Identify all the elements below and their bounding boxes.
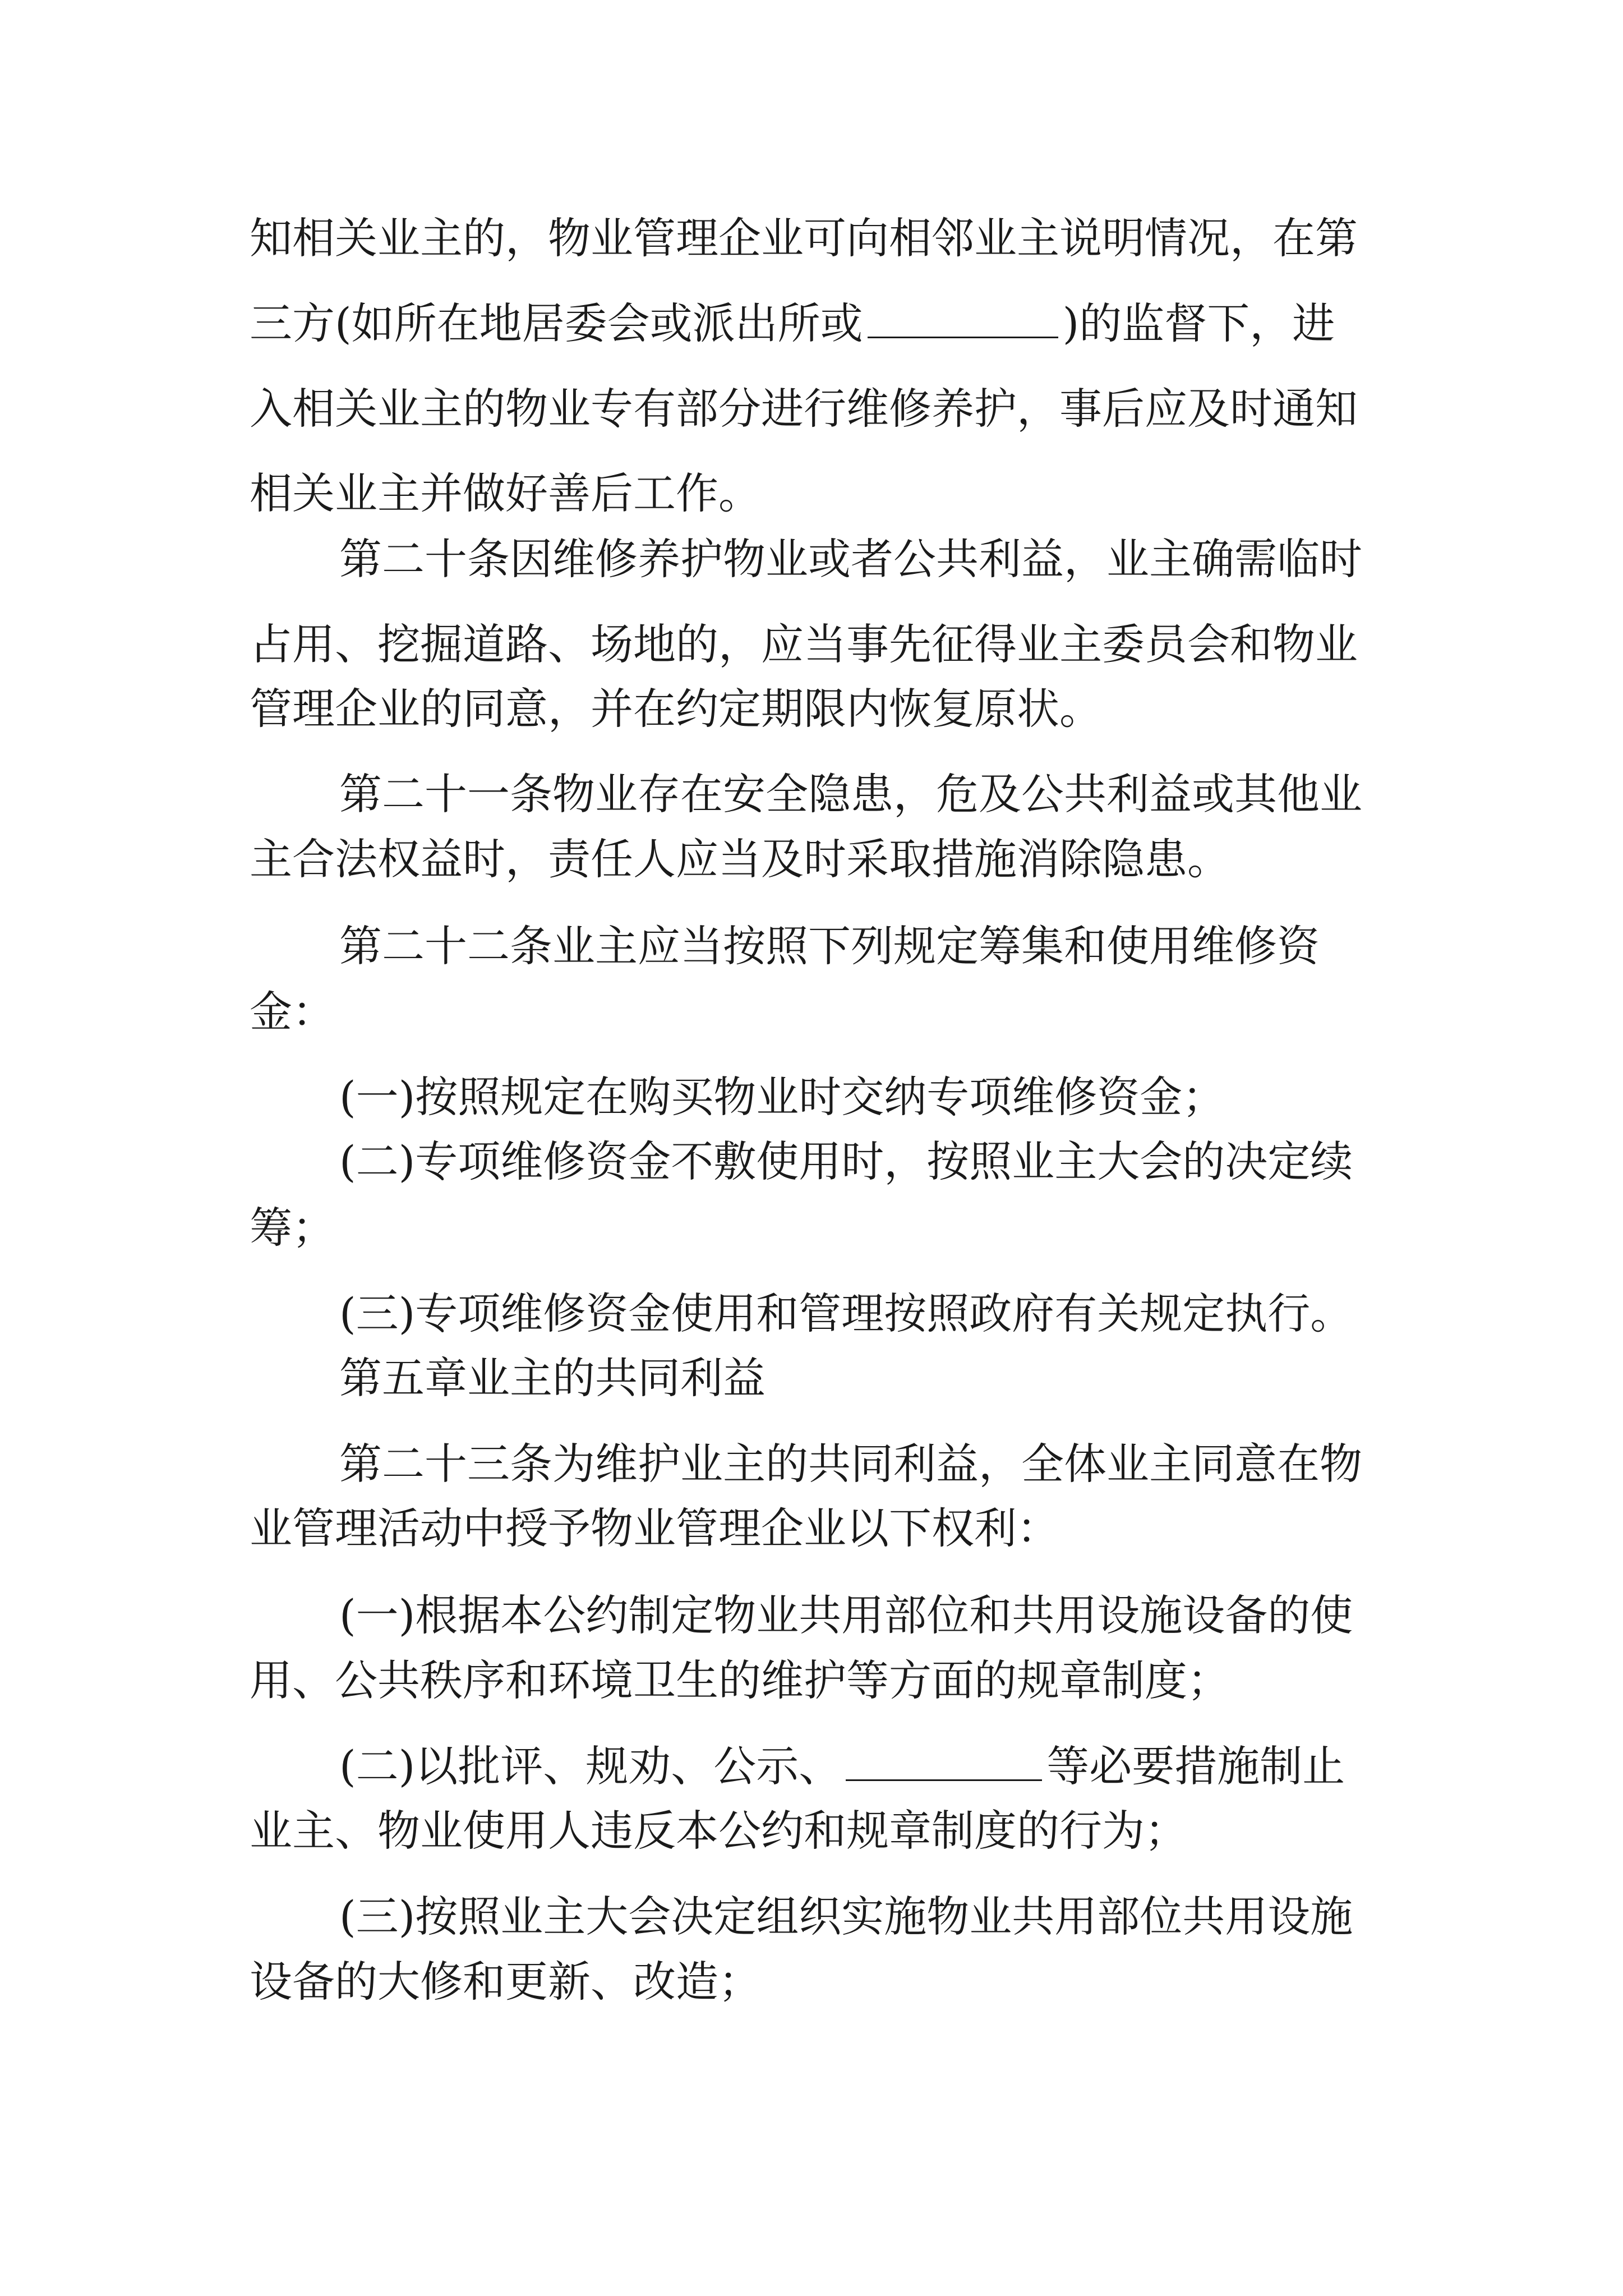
article-23-line: 第二十三条为维护业主的共同利益，全体业主同意在物 — [339, 1439, 1362, 1489]
article-22-line: 第二十二条业主应当按照下列规定筹集和使用维修资 — [339, 921, 1320, 971]
article-20-line: 第二十条因维修养护物业或者公共利益，业主确需临时 — [339, 534, 1362, 584]
list-item: (三)专项维修资金使用和管理按照政府有关规定执行。 — [339, 1289, 1353, 1338]
text-line: 三方(如所在地居委会或派出所或 )的监督下，进 — [250, 290, 1405, 357]
text-line: 入相关业主的物业专有部分进行维修养护，事后应及时通知 — [250, 384, 1358, 434]
list-item: (二)以批评、规劝、公示、 等必要措施制止 — [339, 1733, 1495, 1800]
text-line: 筹； — [250, 1203, 335, 1253]
chapter-heading: 第五章业主的共同利益 — [339, 1353, 766, 1403]
text-line: 金： — [250, 987, 335, 1037]
fill-in-blank — [846, 1737, 1042, 1781]
text-line: 相关业主并做好善后工作。 — [250, 468, 761, 518]
article-21-line: 第二十一条物业存在安全隐患，危及公共利益或其他业 — [339, 769, 1362, 819]
text-line: 占用、挖掘道路、场地的，应当事先征得业主委员会和物业 — [250, 619, 1358, 669]
text-line: 业管理活动中授予物业管理企业以下权利： — [250, 1503, 1059, 1553]
fill-in-blank — [868, 294, 1058, 338]
list-item: (一)根据本公约制定物业共用部位和共用设施设备的使 — [339, 1590, 1353, 1640]
list-item: (一)按照规定在购买物业时交纳专项维修资金； — [339, 1072, 1225, 1122]
text-line: 业主、物业使用人违反本公约和规章制度的行为； — [250, 1806, 1187, 1856]
text-line: 用、公共秩序和环境卫生的维护等方面的规章制度； — [250, 1655, 1230, 1705]
text-line: 设备的大修和更新、改造； — [250, 1957, 761, 2007]
text-line: 管理企业的同意，并在约定期限内恢复原状。 — [250, 684, 1102, 734]
list-item: (三)按照业主大会决定组织实施物业共用部位共用设施 — [339, 1892, 1353, 1941]
text-line: 主合法权益时，责任人应当及时采取措施消除隐患。 — [250, 834, 1230, 884]
text-line: 知相关业主的，物业管理企业可向相邻业主说明情况，在第 — [250, 213, 1358, 263]
list-item: (二)专项维修资金不敷使用时，按照业主大会的决定续 — [339, 1137, 1353, 1186]
